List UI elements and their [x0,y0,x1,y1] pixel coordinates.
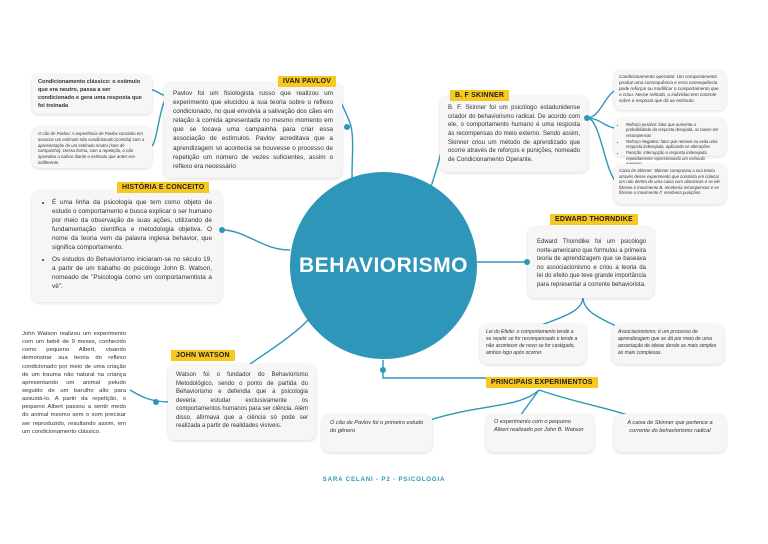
associationism-card [612,324,724,364]
experiments-connector-dot [380,367,386,373]
thorndike-card [528,226,654,298]
pavlov-connector-dot [344,124,350,130]
thorndike-tag: EDWARD THORNDIKE [550,214,638,225]
watson-text: Watson foi o fundador do Behaviorismo Metodológico, sendo o ponto de partida do Behaviorismo e defendia que a psicologia deveria estudar exclusivamente os comportamentos humanos para ser ciência. Além disso, afirmava que a ciência só pode ser realizada a partir de realidades visíveis. [176,372,308,430]
experiment-item-3: A caixa de Skinner que pertence a corrente do behaviorismo radical [627,420,713,434]
reinforcement-item-2: • Reforço Negativo: fator que remove ou evita uma resposta indesejada, aplicando-se alterações [626,139,721,150]
pavlov-card [164,82,342,178]
watson-tag: JOHN WATSON [171,350,235,361]
skinner-tag: B. F SKINNER [450,90,509,101]
central-topic [290,172,477,359]
experiment-card-1 [322,414,432,452]
thorndike-connector-dot [524,259,530,265]
history-connector-dot [219,227,225,233]
classic-conditioning-text: Condicionamento clássico: o estímulo que era neutro, passa a ser condicionado e gera uma resposta que foi treinada [38,79,142,109]
experiments-tag: PRINCIPAIS EXPERIMENTOS [486,377,598,388]
experiment-card-3 [614,414,726,452]
associationism-text: Associacionismo: é um processo de aprendizagem que se dá por meio de uma associação de ideias desde as mais simples às mais complexas. [618,329,717,356]
pavlov-dog-note-card [32,126,152,168]
central-title: BEHAVIORISMO [299,253,468,277]
footer-credit: SARA CELANI - P2 - PSICOLOGIA [322,476,446,483]
reinforcement-card [614,118,726,161]
pavlov-tag: IVAN PAVLOV [278,76,336,87]
experiment-item-2: O experimento com o pequeno Albert realizado por John B. Watson [494,419,584,433]
law-of-effect-card [480,324,586,364]
skinner-connector-dot [584,115,590,121]
history-item-2: • Os estudos do Behaviorismo iniciaram-se no século 19, a partir de um trabalho do psicólogo John B. Watson, nomeado de "Psicologia como um comportamentista a vê". [52,255,212,291]
experiment-card-2 [486,414,594,452]
pavlov-dog-note-text: O cão de Pavlov: A experiência de Pavlov consistiu em associar um estímulo não condicionado (comida) com a apresentação de um estímulo neutro (som de campainha). Dessa forma, com a repetição, o cão aprendeu a salivar diante o estímulo que antes era indiferente. [38,131,145,165]
reinforcement-item-3: • Punição: interrupção a resposta indesejada, repetidamente representando um estímulo [626,150,721,166]
skinner-box-card [614,164,726,204]
skinner-text: B. F. Skinner foi um psicólogo estadunidense criador do behaviorismo radical. De acordo com ele, o comportamento humano é uma resposta às recompensas do meio externo. Sendo assim, Skinner criou um método de aprendizado que ocorre através de reforços e punições, nomeado de Condicionamento Operante. [448,104,580,163]
reinforcement-item-1: • Reforço positivo: fator que aumenta a probabilidade da resposta desejada, as bases em recompensas [626,122,721,138]
history-tag: HISTÓRIA E CONCEITO [117,182,209,193]
skinner-box-text: Caixa de Skinner: Skinner comprovou a sua teoria através desse experimento que consistia em colocar um rato dentro de uma caixa com alavancas e se ele fizesse o movimento B, receberia recompensas e se fizesse o movimento F, receberia punições. [619,168,720,196]
history-card [32,190,222,302]
history-item-1: • É uma linha da psicologia que tem como objeto de estudo o comportamento e busca explicar o ser humano por meio da observação de suas ações, utilizando de fundamentação científica e metodologia objetiva. O nome da teoria vem da palavra inglesa behavior, que significa comportamento. [52,198,212,253]
operant-conditioning-card [614,70,726,110]
experiment-item-1: O cão de Pavlov foi o primeiro estudo do gênero [330,420,424,434]
thorndike-text: Edward Thorndike foi um psicólogo norte-americano que formulou a primeira teoria de aprendizagem que se baseava no associacionismo e criou a teoria da lei do efeito que teve grande importância para representar a corrente behaviorista. [537,239,646,288]
law-of-effect-text: Lei do Efeito: o comportamento tende a se repetir se for recompensado e tende a não acontecer de novo se for castigado, ambos logo após ocorrer. [486,329,578,356]
classic-conditioning-card [32,74,152,114]
operant-conditioning-text: Condicionamento operante: Um comportamento produz uma consequência e essa consequência pode reforçar ou modificar o comportamento que o criou. Nesse método, o indivíduo tem controle sobre a resposta que dá ao estímulo. [619,74,719,103]
pavlov-text: Pavlov foi um fisiologista russo que realizou um experimento que elucidou a sua teoria sobre o reflexo condicionado, no qual envolvia a salivação dos cães em relação à comida apresentada no mesmo momento em que se tocava uma campainha para criar essa associação de estímulos. Pavlov acreditava que a aprendizagem só acontecia se houvesse o processo de repetição um número de vezes suficientes, assim o reflexo era necessário [173,90,333,170]
watson-card [168,364,316,440]
watson-connector-dot [153,399,159,405]
skinner-card [440,96,588,172]
little-albert-block [22,330,126,436]
little-albert-text: John Watson realizou um experimento com um bebê de 9 meses, conhecido como pequeno Albert, visando demonstrar sua teoria do reflexo condicionado por meio de uma criação de um trauma não natural na criança apresentando um animal peludo seguido de um barulho alto para assustá-lo. A partir da repetição, o pequeno Albert passou a sentir medo do animal mesmo sem o som precisar ser reproduzido, resultando assim, em um condicionamento clássico. [22,331,126,435]
